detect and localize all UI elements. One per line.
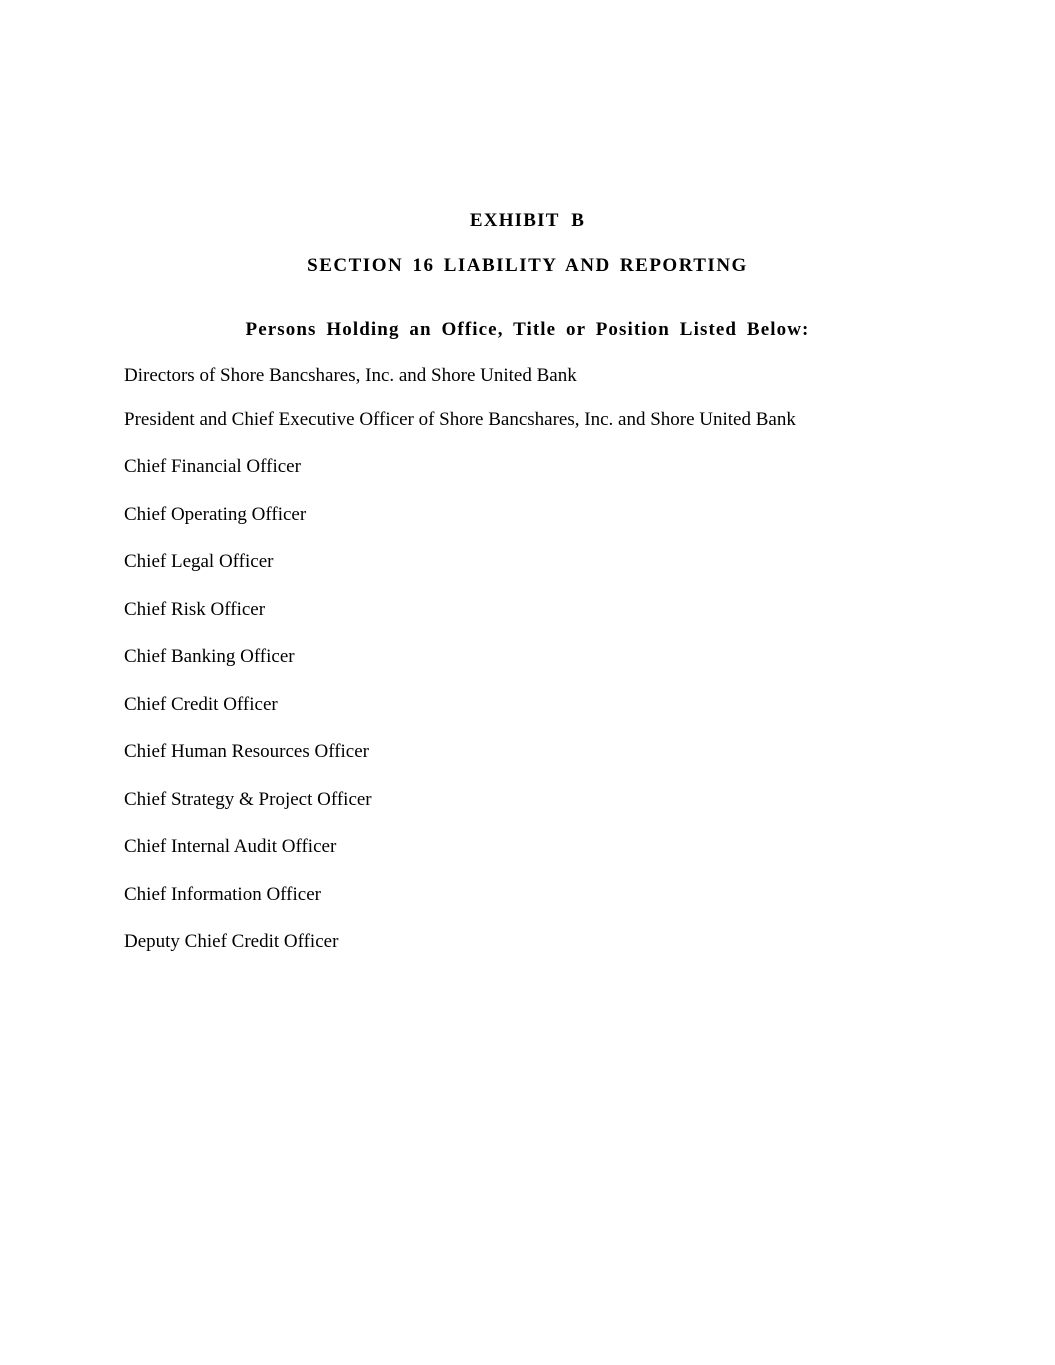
position-item: Chief Credit Officer — [124, 694, 278, 715]
exhibit-title: EXHIBIT B — [469, 210, 586, 231]
position-item: Deputy Chief Credit Officer — [124, 931, 339, 952]
position-item: Chief Strategy & Project Officer — [124, 789, 372, 810]
section-title: SECTION 16 LIABILITY AND REPORTING — [307, 255, 748, 276]
position-item: Chief Human Resources Officer — [124, 741, 369, 762]
position-item: Chief Risk Officer — [124, 599, 266, 620]
position-item: Chief Information Officer — [124, 884, 321, 905]
position-item: Chief Operating Officer — [124, 504, 307, 525]
position-item: Directors of Shore Bancshares, Inc. and Shore United Bank — [124, 365, 577, 386]
position-item: Chief Legal Officer — [124, 551, 274, 572]
position-item: President and Chief Executive Officer of Shore Bancshares, Inc. and Shore United Bank — [124, 409, 796, 430]
position-item: Chief Banking Officer — [124, 646, 295, 667]
position-item: Chief Internal Audit Officer — [124, 836, 337, 857]
positions-subheading: Persons Holding an Office, Title or Position Listed Below: — [245, 319, 810, 340]
position-item: Chief Financial Officer — [124, 456, 301, 477]
